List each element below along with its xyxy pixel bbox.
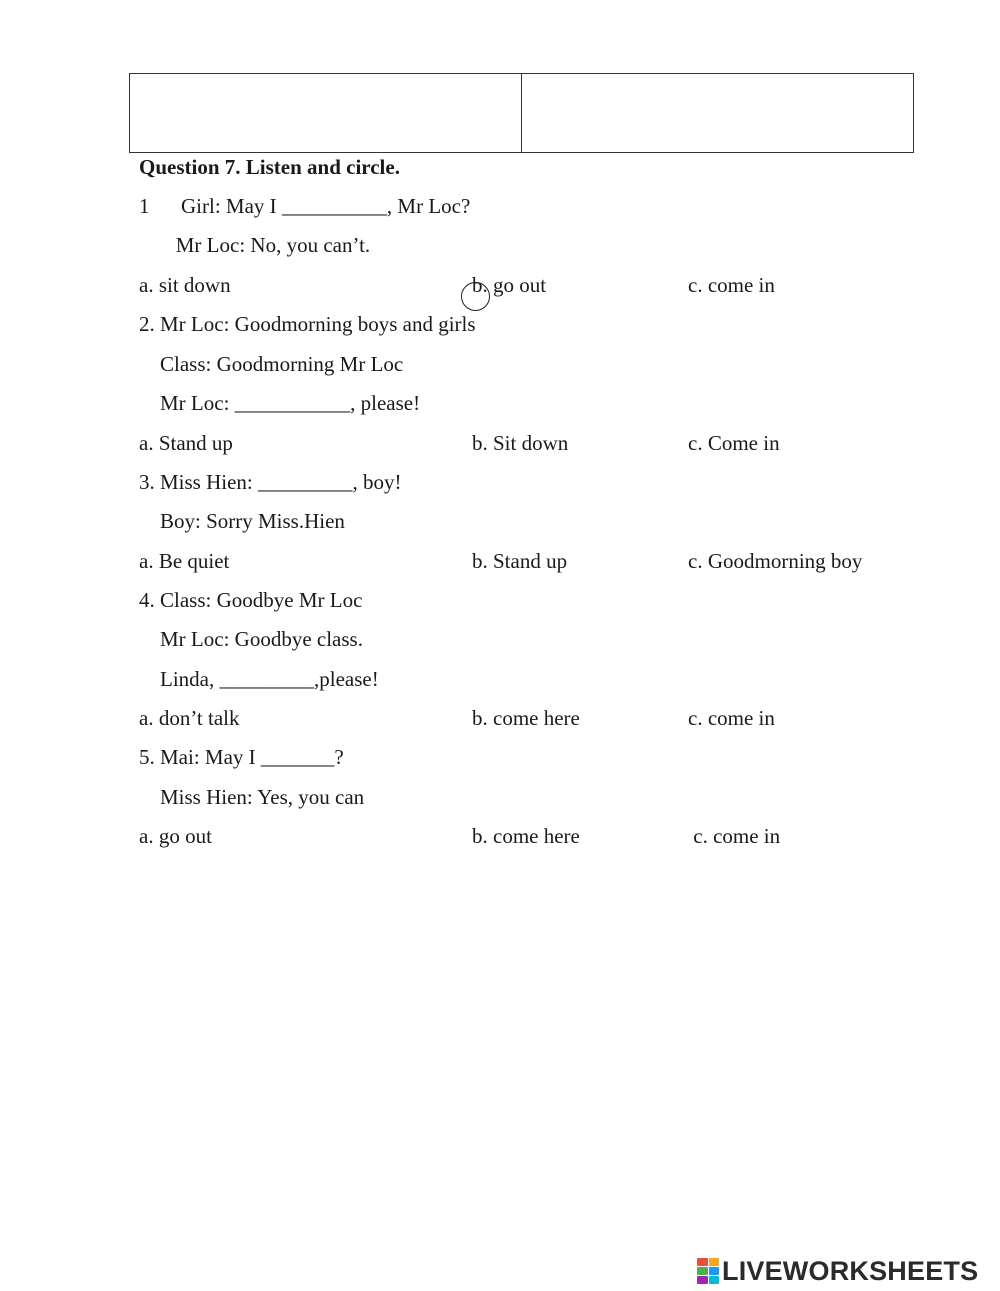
item-2-line-3: Mr Loc: ___________, please! xyxy=(139,391,421,415)
item-5-option-c[interactable]: c. come in xyxy=(688,824,781,848)
liveworksheets-logo xyxy=(697,1256,978,1286)
table-cell-left xyxy=(130,74,521,152)
item-2-option-b[interactable]: b. Sit down xyxy=(472,431,569,455)
item-3-option-c[interactable]: c. Goodmorning boy xyxy=(688,549,863,573)
logo-blocks-icon xyxy=(697,1258,719,1284)
item-3-option-a[interactable]: a. Be quiet xyxy=(139,549,230,573)
item-3-line-2: Boy: Sorry Miss.Hien xyxy=(139,509,345,533)
question-title: Question 7. Listen and circle. xyxy=(139,155,400,179)
answer-circle-mark xyxy=(461,282,490,311)
item-3-option-b[interactable]: b. Stand up xyxy=(472,549,568,573)
item-4-line-2: Mr Loc: Goodbye class. xyxy=(139,627,363,651)
item-2-option-c[interactable]: c. Come in xyxy=(688,431,780,455)
logo-text: LIVEWORKSHEETS xyxy=(722,1256,979,1286)
item-4-line-3: Linda, _________,please! xyxy=(139,667,379,691)
item-1-line-2: Mr Loc: No, you can’t. xyxy=(139,233,371,257)
item-2-line-2: Class: Goodmorning Mr Loc xyxy=(139,352,404,376)
item-5-option-b[interactable]: b. come here xyxy=(472,824,580,848)
item-4-line-1: 4. Class: Goodbye Mr Loc xyxy=(139,588,363,612)
item-2-option-a[interactable]: a. Stand up xyxy=(139,431,233,455)
item-1-line-1: 1 Girl: May I __________, Mr Loc? xyxy=(139,194,471,218)
item-1-option-a[interactable]: a. sit down xyxy=(139,273,231,297)
item-5-line-2: Miss Hien: Yes, you can xyxy=(139,785,365,809)
item-4-option-b[interactable]: b. come here xyxy=(472,706,580,730)
item-3-line-1: 3. Miss Hien: _________, boy! xyxy=(139,470,402,494)
item-1-option-c[interactable]: c. come in xyxy=(688,273,775,297)
table-cell-right xyxy=(521,74,913,152)
item-5-option-a[interactable]: a. go out xyxy=(139,824,212,848)
item-1-option-b[interactable]: b. go out xyxy=(472,273,547,297)
item-4-option-a[interactable]: a. don’t talk xyxy=(139,706,240,730)
item-4-option-c[interactable]: c. come in xyxy=(688,706,775,730)
item-2-line-1: 2. Mr Loc: Goodmorning boys and girls xyxy=(139,312,476,336)
item-5-line-1: 5. Mai: May I _______? xyxy=(139,745,344,769)
top-answer-table xyxy=(129,73,914,153)
